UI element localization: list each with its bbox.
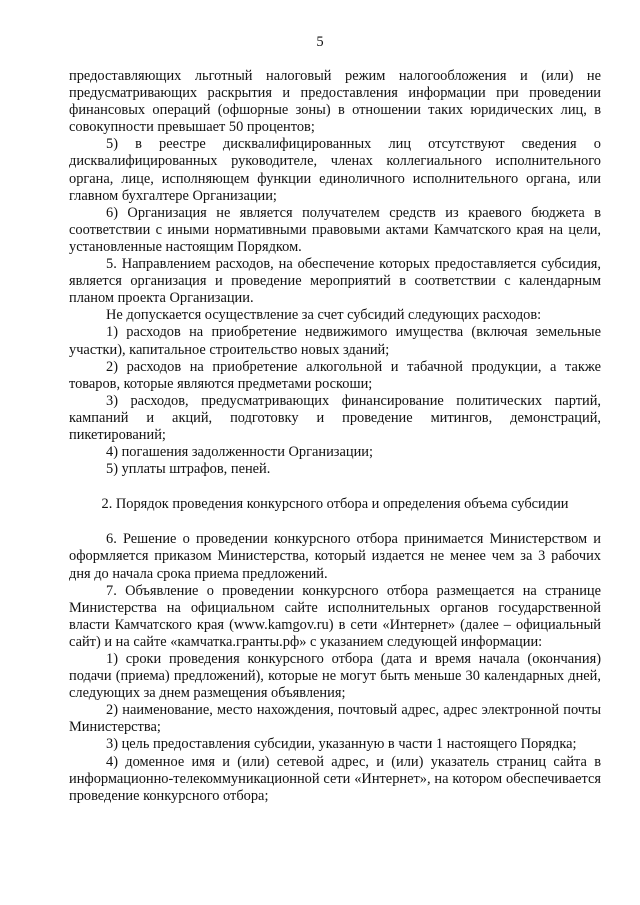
document-body (69, 68, 601, 805)
clause-6-decision: 6. Решение о проведении конкурсного отбора принимается Министерством и оформляется приказом Министерства, который издается не менее чем за 3 рабочих дня до начала срока приема предложений. (69, 531, 601, 582)
paragraph-continuation: предоставляющих льготный налоговый режим налогообложения и (или) не предусматривающих раскрытия и предоставления информации при проведении финансовых операций (офшорные зоны) в отношении таких юридических лиц, в совокупности превышает 50 процентов; (69, 68, 601, 136)
list-item-5-disqualified-registry: 5) в реестре дисквалифицированных лиц отсутствуют сведения о дисквалифицированных руководителе, членах коллегиального исполнительного органа, лице, исполняющем функции единоличного исполнительного органа, или главном бухгалтере Организации; (69, 136, 601, 204)
section-heading-2: 2. Порядок проведения конкурсного отбора и определения объема субсидии (101, 496, 569, 513)
clause-7-announcement: 7. Объявление о проведении конкурсного отбора размещается на странице Министерства на официальном сайте исполнительных органов государственной власти Камчатского края (www.kamgov.ru) в сети «Интернет» (далее – официальный сайт) и на сайте «камчатка.гранты.рф» с указанием следующей информации: (69, 582, 601, 650)
list-item-3-subsidy-goal: 3) цель предоставления субсидии, указанную в части 1 настоящего Порядка; (106, 736, 577, 753)
paragraph-prohibited-expenses: Не допускается осуществление за счет субсидий следующих расходов: (106, 307, 542, 324)
list-item-4-domain: 4) доменное имя и (или) сетевой адрес, и (или) указатель страниц сайта в информационно-телекоммуникационной сети «Интернет», на котором обеспечивается проведение конкурсного отбора; (69, 753, 601, 804)
page-number: 5 (316, 34, 324, 50)
clause-5-expense-direction: 5. Направлением расходов, на обеспечение которых предоставляется субсидия, является организация и проведение мероприятий в соответствии с календарным планом проекта Организации. (69, 256, 601, 307)
list-item-3-political: 3) расходов, предусматривающих финансирование политических партий, кампаний и акций, подготовку и проведение митингов, демонстраций, пикетирований; (69, 392, 601, 443)
list-item-1-deadlines: 1) сроки проведения конкурсного отбора (дата и время начала (окончания) подачи (приема) предложений), которые не могут быть меньше 30 календарных дней, следующих за днем размещения объявления; (69, 651, 601, 702)
list-item-1-real-estate: 1) расходов на приобретение недвижимого имущества (включая земельные участки), капитальное строительство новых зданий; (69, 324, 601, 358)
list-item-4-debt: 4) погашения задолженности Организации; (106, 444, 373, 461)
list-item-2-alcohol-tobacco: 2) расходов на приобретение алкогольной и табачной продукции, а также товаров, которые являются предметами роскоши; (69, 358, 601, 392)
list-item-2-ministry-info: 2) наименование, место нахождения, почтовый адрес, адрес электронной почты Министерства; (69, 702, 601, 736)
list-item-6-not-recipient: 6) Организация не является получателем средств из краевого бюджета в соответствии с иными нормативными правовыми актами Камчатского края на цели, установленные настоящим Порядком. (69, 204, 601, 255)
list-item-5-fines: 5) уплаты штрафов, пеней. (106, 461, 271, 478)
